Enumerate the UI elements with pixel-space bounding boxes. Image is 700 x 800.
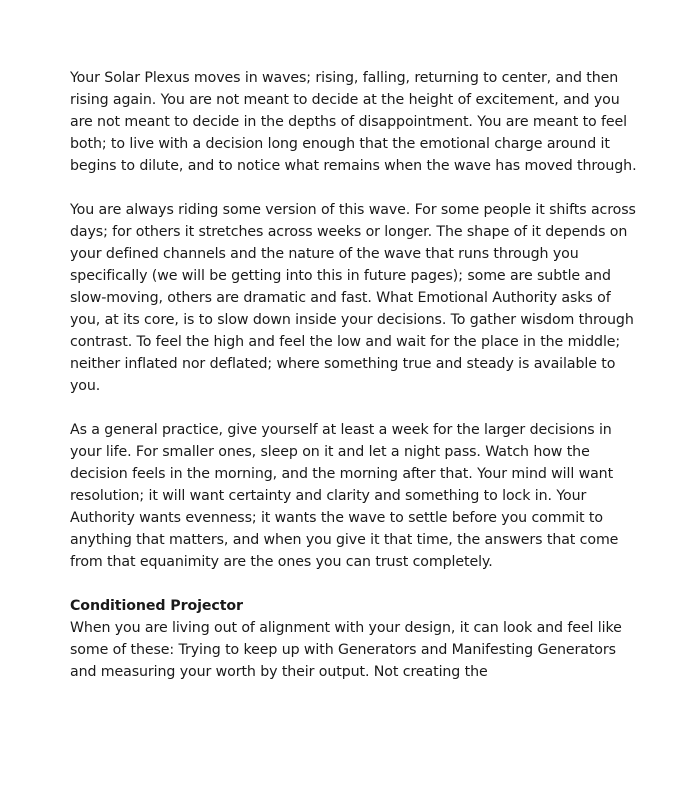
paragraph-riding-the-wave: You are always riding some version of this wave. For some people it shifts across days; for others it stretches across weeks or longer. The shape of it depends on your defined channels and the nature of the wave that runs through you specifically (we will be getting into this in future pages); some are subtle and slow-moving, others are dramatic and fast. What Emotional Authority asks of you, at its core, is to slow down inside your decisions. To gather wisdom through contrast. To feel the high and feel the low and wait for the place in the middle; neither inflated nor deflated; where something true and steady is available to you.: [70, 202, 636, 394]
paragraph-general-practice: As a general practice, give yourself at least a week for the larger decisions in your life. For smaller ones, sleep on it and let a night pass. Watch how the decision feels in the morning, and the morning after that. Your mind will want resolution; it will want certainty and clarity and something to lock in. Your Authority wants evenness; it wants the wave to settle before you commit to anything that matters, and when you give it that time, the answers that come from that equanimity are the ones you can trust completely.: [70, 422, 619, 570]
paragraph-conditioned-projector: When you are living out of alignment with your design, it can look and feel like some of these: Trying to keep up with Generators and Manifesting Generators and measuring your worth by their output. Not creating the: [70, 620, 622, 680]
section-heading: Conditioned Projector: [70, 598, 243, 614]
paragraph-solar-plexus-waves: Your Solar Plexus moves in waves; rising, falling, returning to center, and then rising again. You are not meant to decide at the height of excitement, and you are not meant to decide in the depths of disappointment. You are meant to feel both; to live with a decision long enough that the emotional charge around it begins to dilute, and to notice what remains when the wave has moved through.: [70, 70, 637, 174]
document-page: [70, 67, 642, 683]
